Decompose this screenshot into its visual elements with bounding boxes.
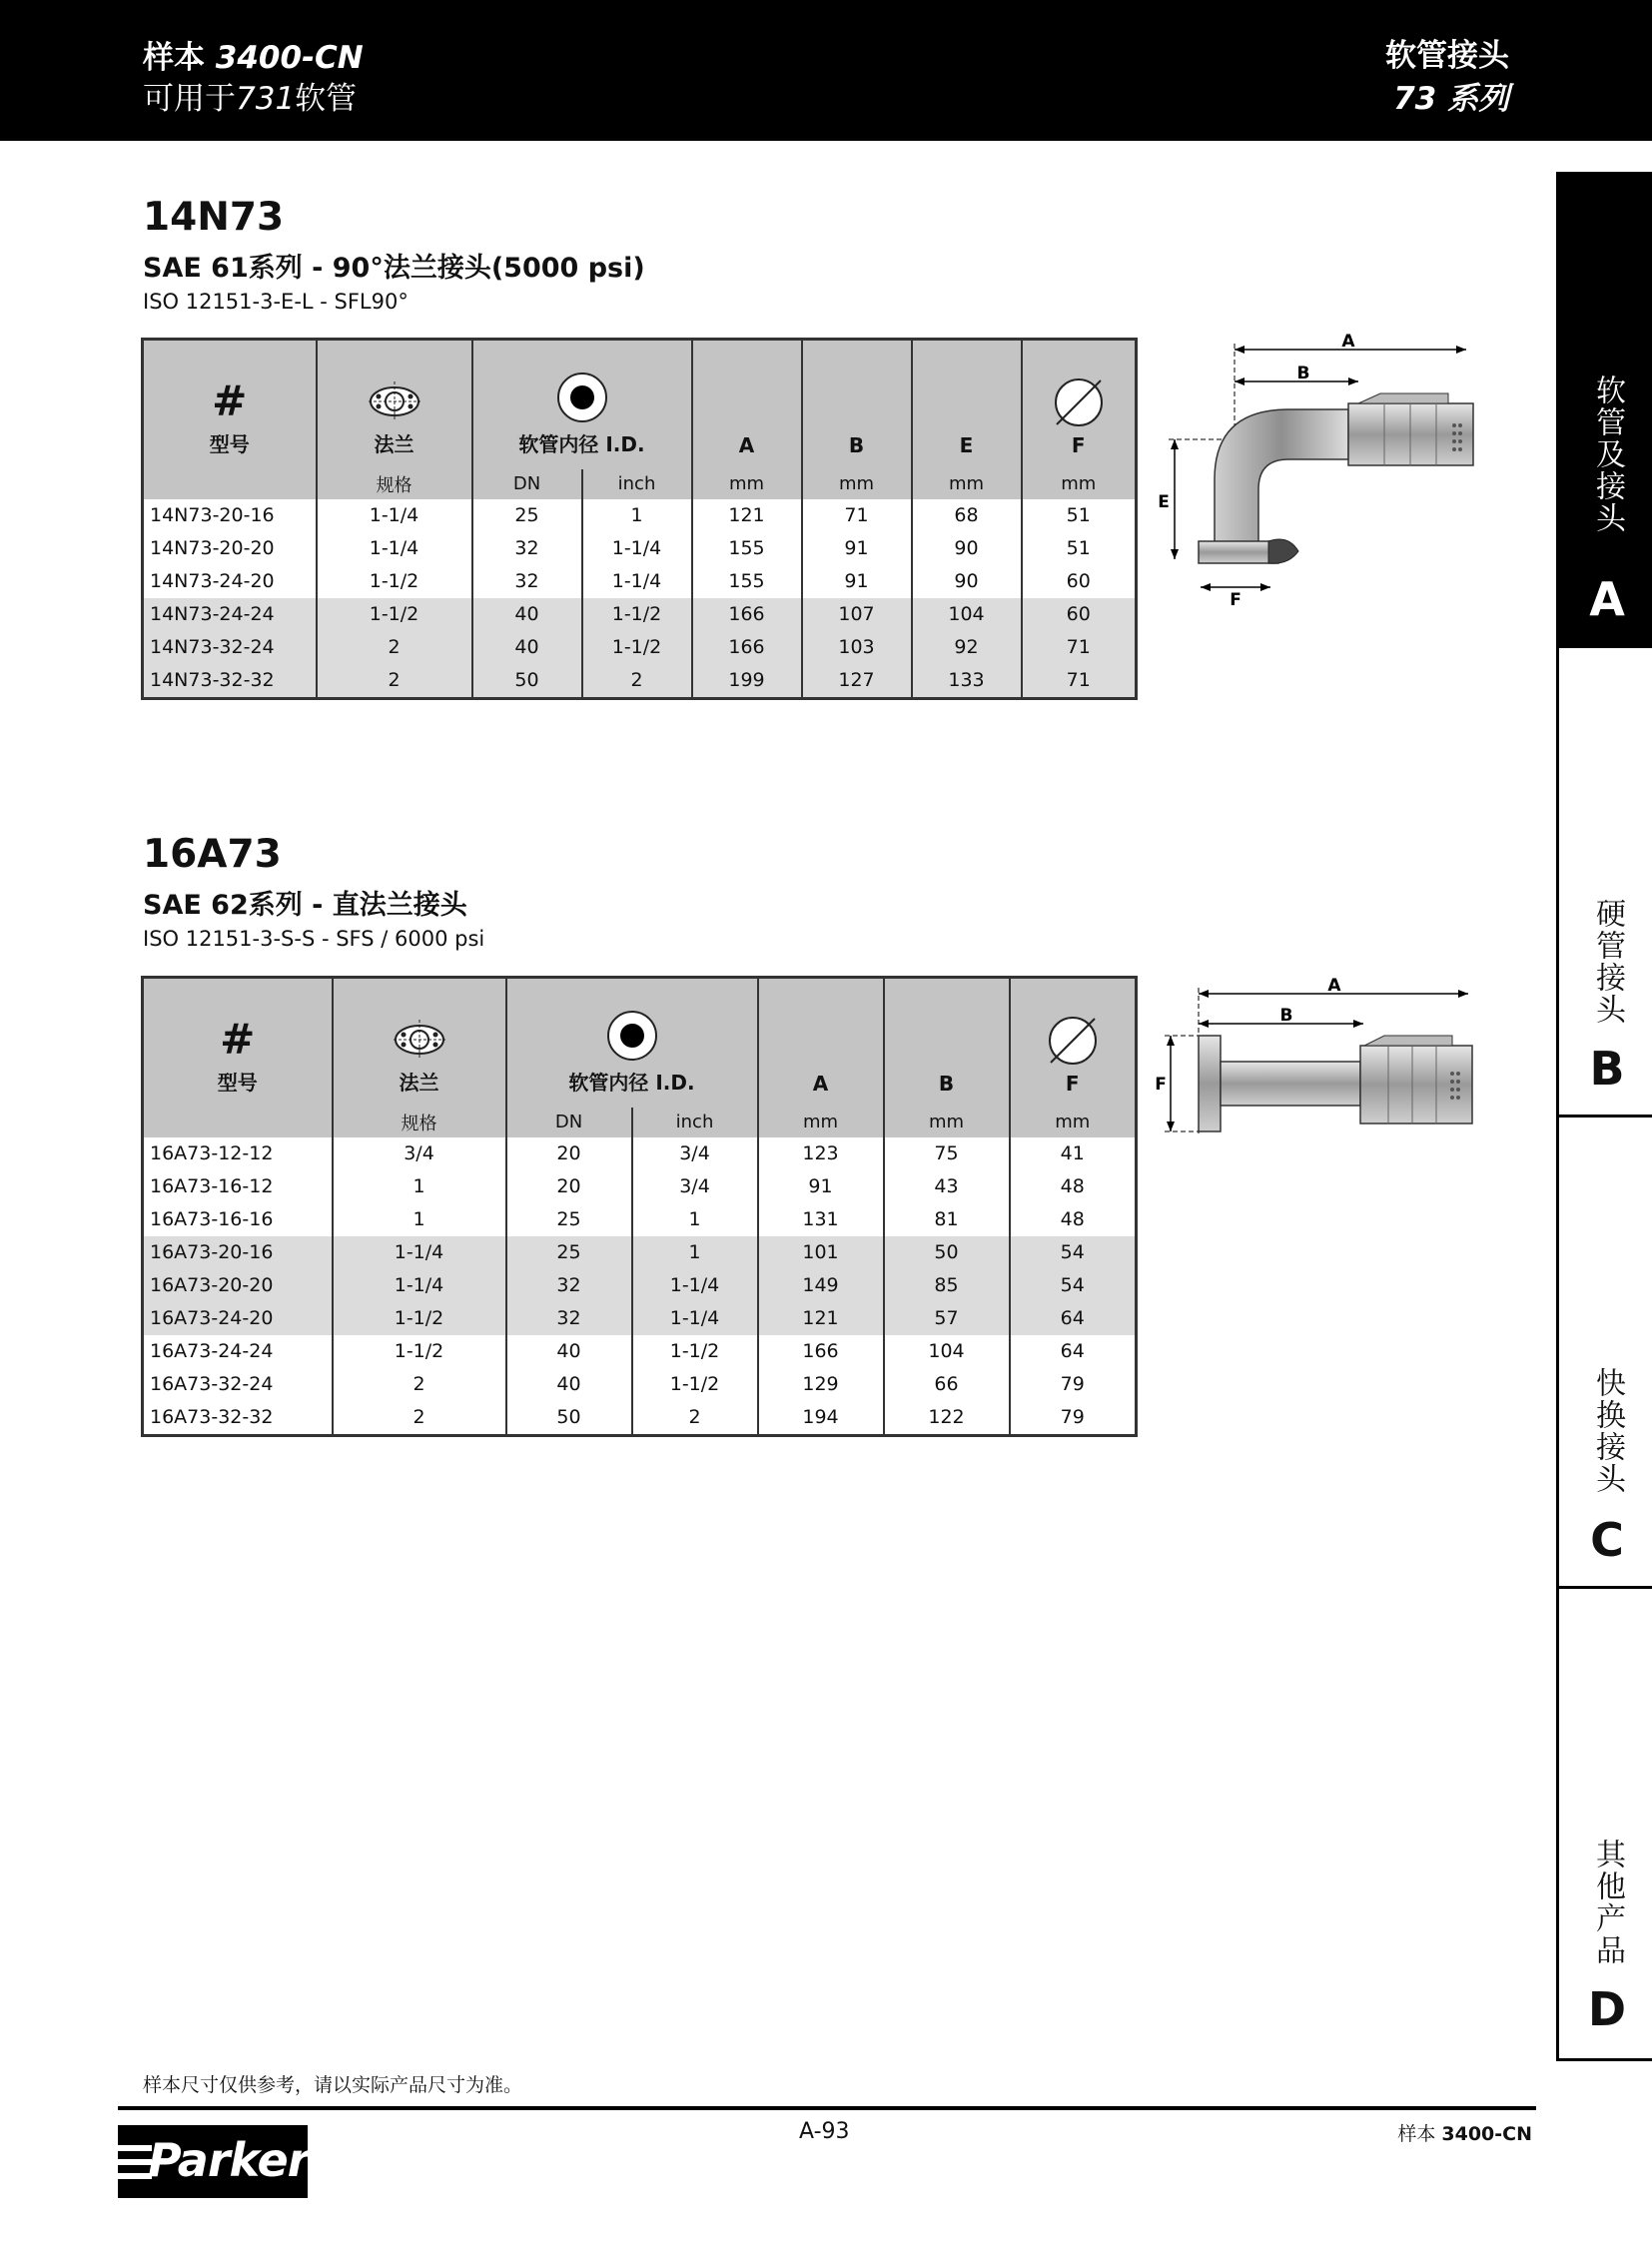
section2-subtitle: SAE 62系列 - 直法兰接头 (143, 890, 467, 921)
table-row: 16A73-24-20 1-1/2 32 1-1/4 121 57 64 (143, 1302, 1137, 1335)
page-catalog-code: 样本 3400-CN (1397, 2123, 1532, 2145)
section2-title: 16A73 (143, 832, 282, 877)
dim-f-label: F (1155, 1075, 1167, 1095)
table-row: 14N73-24-24 1-1/2 40 1-1/2 166 107 104 60 (143, 598, 1137, 631)
hose-compat: 可用于731软管 (143, 81, 358, 117)
table-row: 16A73-20-16 1-1/4 25 1 101 50 54 (143, 1236, 1137, 1269)
table-row: 16A73-24-24 1-1/2 40 1-1/2 166 104 64 (143, 1335, 1137, 1368)
table-row: 16A73-32-32 2 50 2 194 122 79 (143, 1401, 1137, 1436)
page-number: A-93 (799, 2119, 850, 2144)
page-header (0, 0, 1652, 141)
table-row: 14N73-24-20 1-1/2 32 1-1/4 155 91 90 60 (143, 565, 1137, 598)
col-b: B (884, 978, 1010, 1108)
section2-table: # 型号 法兰 软管内径 I.D. A B F 规格 DN inch mm mm mm 16A73-12-12 3/4 20 3/4 123 75 41 16A73-16-12 1 20 3/4 91 43 48 16A73-16-16 1 25 1 131 81 48 16A73-20-16 1-1/4 25 1 101 50 54 16A73-20-20 1-1/4 32 1-1/4 149 85 54 16A73-24-20 1-1/2 32 1-1/4 121 57 64 16A73-24-24 1-1/2 40 1-1/2 166 104 64 16A73-32-24 2 40 1-1/2 129 66 79 16A73-32-32 2 50 2 194 122 79 (141, 976, 1138, 1437)
col-b: B (802, 340, 912, 469)
col-part: # 型号 (143, 978, 333, 1108)
diameter-icon (1046, 1014, 1100, 1068)
table-row: 14N73-20-16 1-1/4 25 1 121 71 68 51 (143, 499, 1137, 532)
side-tab-tube-fittings[interactable]: 硬管接头 B (1556, 645, 1652, 1121)
hash-symbol: # (220, 1014, 256, 1064)
flange-icon (368, 378, 421, 424)
dim-b-label: B (1279, 1006, 1293, 1026)
table-row: 16A73-12-12 3/4 20 3/4 123 75 41 (143, 1137, 1137, 1170)
table-row: 16A73-32-24 2 40 1-1/2 129 66 79 (143, 1368, 1137, 1401)
elbow-fitting-diagram (1149, 330, 1478, 609)
dim-a-label: A (1327, 976, 1341, 996)
section1-table: # 型号 法兰 软管内径 I.D. A B E F 规格 DN inch mm mm mm mm 14N73-20-16 1-1/4 25 1 121 71 68 51 14N73-20-20 1-1/4 32 1-1/4 155 91 90 51 14N73-24-20 1-1/2 32 1-1/4 155 91 90 60 14N73-24-24 1-1/2 40 1-1/2 166 107 104 60 14N73-32-24 2 40 1-1/2 166 103 92 71 14N73-32-32 2 50 2 199 127 133 71 (141, 338, 1138, 700)
col-hose-id: 软管内径 I.D. (472, 340, 692, 469)
hose-id-icon (555, 371, 609, 424)
diameter-icon (1052, 375, 1106, 429)
dim-b-label: B (1296, 364, 1310, 383)
dim-a-label: A (1341, 332, 1355, 352)
table-row: 14N73-20-20 1-1/4 32 1-1/4 155 91 90 51 (143, 532, 1137, 565)
col-a: A (692, 340, 802, 469)
col-flange: 法兰 (333, 978, 506, 1108)
section1-iso: ISO 12151-3-E-L - SFL90° (143, 290, 409, 314)
section2-iso: ISO 12151-3-S-S - SFS / 6000 psi (143, 927, 485, 951)
col-e: E (912, 340, 1022, 469)
table-row: 14N73-32-32 2 50 2 199 127 133 71 (143, 664, 1137, 699)
footer-rule (118, 2106, 1536, 2110)
section1-subtitle: SAE 61系列 - 90°法兰接头(5000 psi) (143, 253, 645, 284)
flange-icon (393, 1017, 446, 1063)
category-title: 软管接头 (1385, 38, 1509, 74)
col-f: F (1022, 340, 1137, 469)
side-tab-quick-couplings[interactable]: 快换接头 C (1556, 1115, 1652, 1592)
series-title: 73 系列 (1393, 81, 1509, 117)
col-part: # 型号 (143, 340, 317, 469)
dim-f-label: F (1230, 590, 1241, 609)
table-row: 16A73-20-20 1-1/4 32 1-1/4 149 85 54 (143, 1269, 1137, 1302)
table-row: 16A73-16-16 1 25 1 131 81 48 (143, 1203, 1137, 1236)
hose-id-icon (605, 1009, 659, 1063)
table-row: 16A73-16-12 1 20 3/4 91 43 48 (143, 1170, 1137, 1203)
footnote: 样本尺寸仅供参考，请以实际产品尺寸为准。 (143, 2074, 523, 2096)
col-a: A (758, 978, 884, 1108)
col-hose-id: 软管内径 I.D. (506, 978, 758, 1108)
side-tab-hose-fittings[interactable]: 软管及接头 A (1556, 172, 1652, 651)
section1-title: 14N73 (143, 195, 285, 240)
col-f: F (1010, 978, 1137, 1108)
table-row: 14N73-32-24 2 40 1-1/2 166 103 92 71 (143, 631, 1137, 664)
hash-symbol: # (212, 375, 248, 425)
straight-fitting-diagram (1149, 974, 1478, 1143)
dim-e-label: E (1158, 492, 1170, 512)
catalog-title: 样本 3400-CN (143, 40, 364, 76)
parker-logo: Parker (118, 2125, 308, 2198)
side-tab-other-products[interactable]: 其他产品 D (1556, 1586, 1652, 2061)
col-flange: 法兰 (317, 340, 472, 469)
